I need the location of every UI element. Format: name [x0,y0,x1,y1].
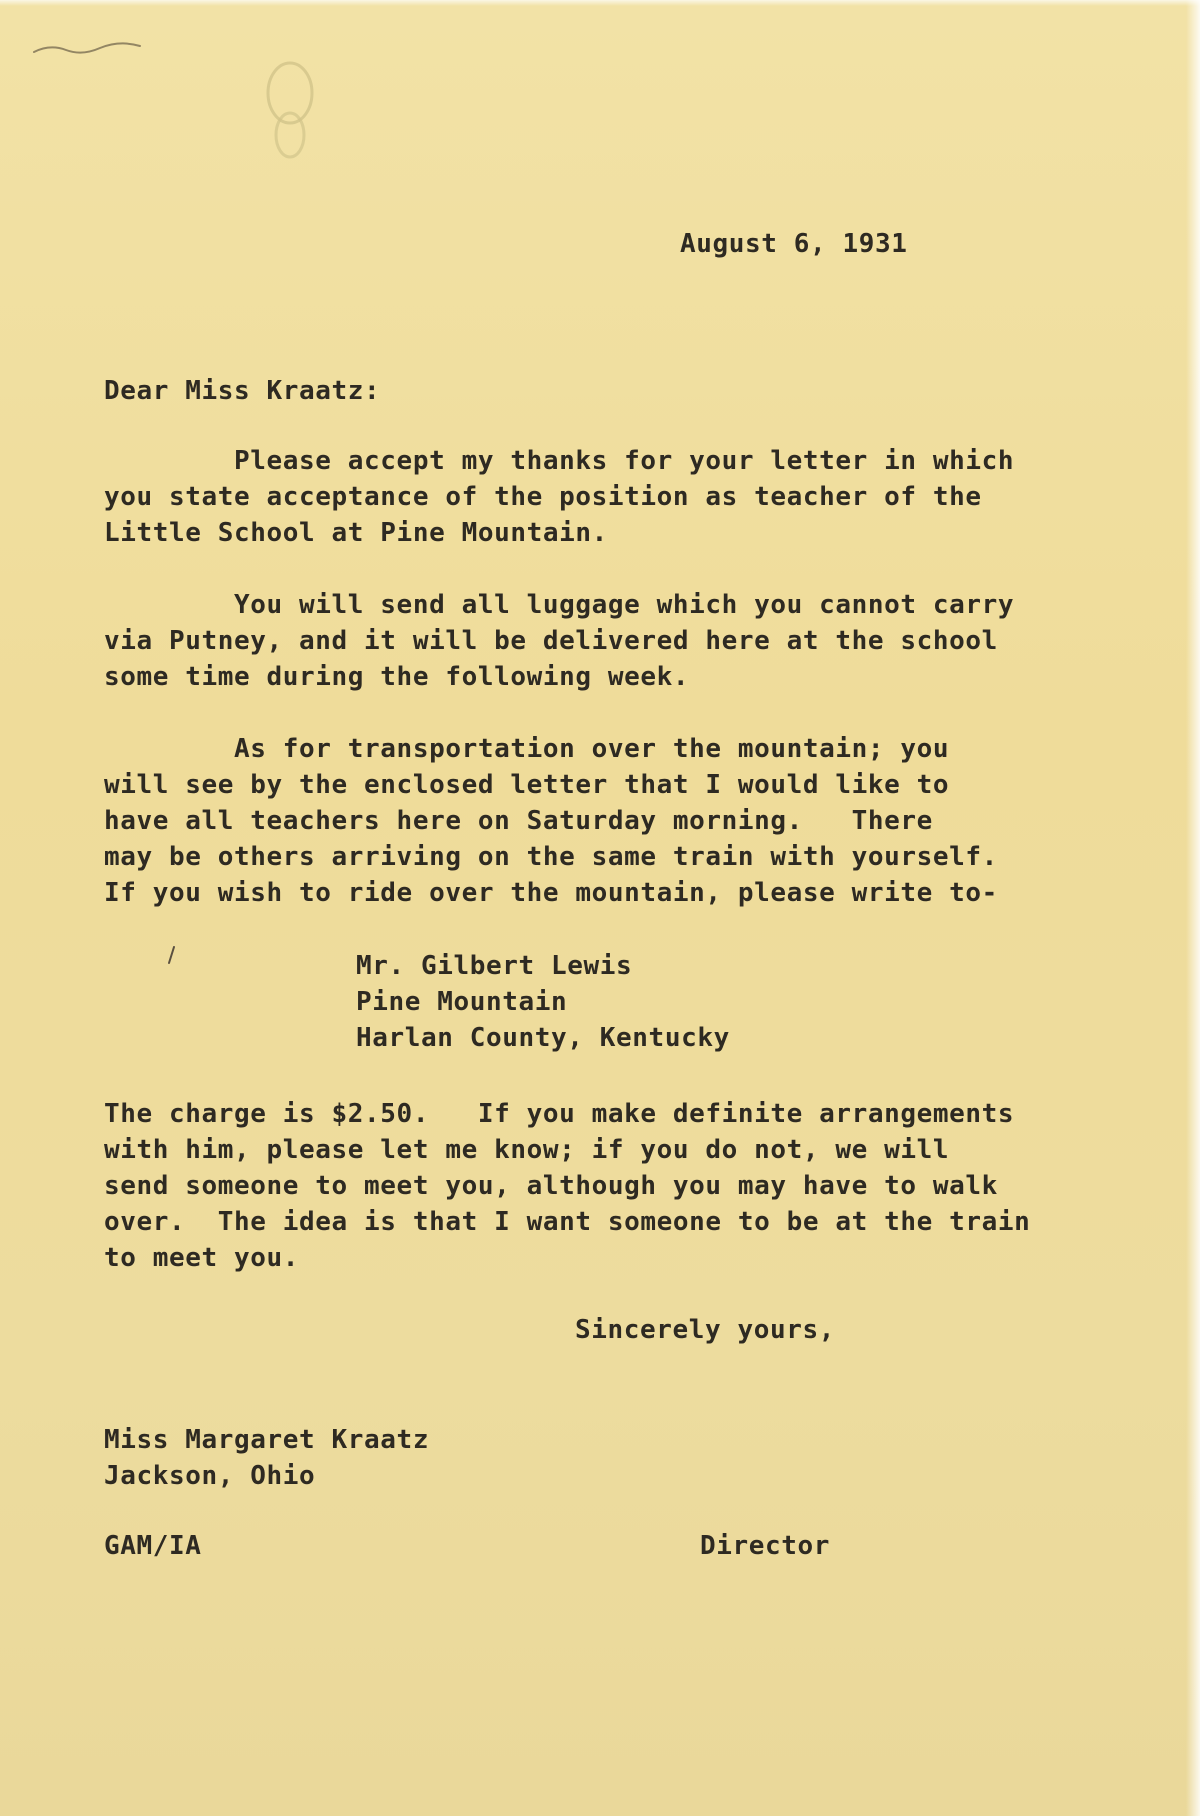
paragraph-4-line-5: to meet you. [104,1243,300,1273]
paragraph-4-line-3: send someone to meet you, although you may have to walk [104,1171,998,1201]
corner-pen-mark [30,30,150,70]
closing: Sincerely yours, [575,1315,836,1345]
address-line-3: Harlan County, Kentucky [356,1023,730,1053]
paragraph-4-line-2: with him, please let me know; if you do not, we will [104,1135,950,1165]
letter-date: August 6, 1931 [680,229,908,259]
typist-initials: GAM/IA [104,1531,202,1561]
paper-edge-right [1186,0,1200,1816]
margin-tick-mark [165,945,179,965]
address-line-2: Pine Mountain [356,987,568,1017]
paragraph-1-line-2: you state acceptance of the position as teacher of the [104,482,982,512]
recipient-name: Miss Margaret Kraatz [104,1425,430,1455]
paragraph-1-line-1: Please accept my thanks for your letter in which [104,446,1015,476]
paragraph-3-line-2: will see by the enclosed letter that I would like to [104,770,950,800]
paragraph-2-line-2: via Putney, and it will be delivered here at the school [104,626,998,656]
paragraph-3-line-5: If you wish to ride over the mountain, please write to- [104,878,998,908]
paragraph-3-line-4: may be others arriving on the same train with yourself. [104,842,998,872]
paragraph-3-line-1: As for transportation over the mountain; you [104,734,950,764]
paper-edge-top [0,0,1200,6]
paragraph-4-line-4: over. The idea is that I want someone to be at the train [104,1207,1031,1237]
paragraph-2-line-3: some time during the following week. [104,662,690,692]
salutation: Dear Miss Kraatz: [104,376,381,406]
recipient-location: Jackson, Ohio [104,1461,316,1491]
paragraph-2-line-1: You will send all luggage which you cannot carry [104,590,1015,620]
signer-title: Director [700,1531,831,1561]
paragraph-1-line-3: Little School at Pine Mountain. [104,518,608,548]
paragraph-3-line-3: have all teachers here on Saturday morning. There [104,806,933,836]
embossed-stamp-mark [255,55,325,165]
paragraph-4-line-1: The charge is $2.50. If you make definite arrangements [104,1099,1015,1129]
address-line-1: Mr. Gilbert Lewis [356,951,633,981]
